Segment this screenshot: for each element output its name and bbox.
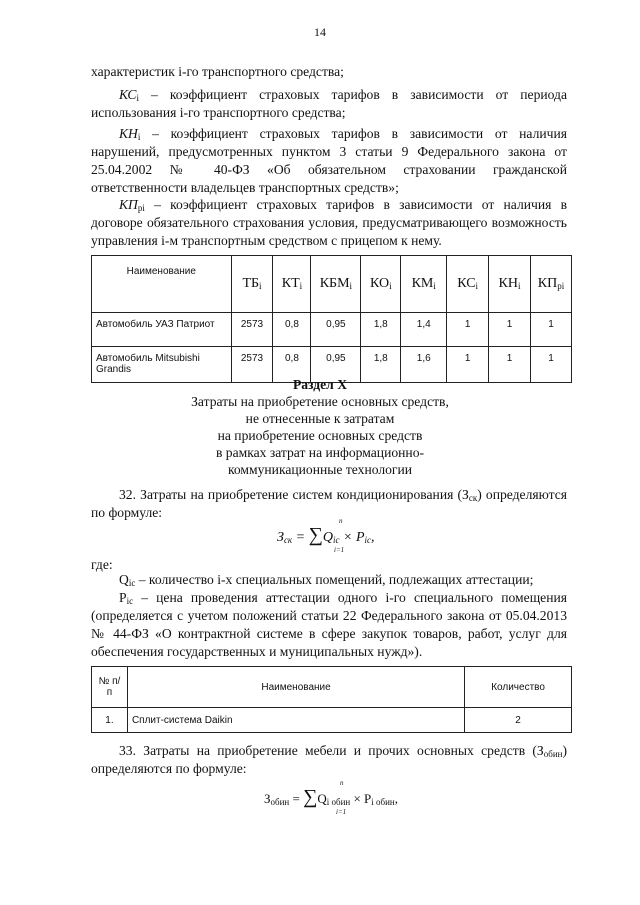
- column-header: [92, 256, 232, 313]
- section-subtitle-line: на приобретение основных средств: [217, 428, 423, 443]
- column-header: [489, 256, 531, 313]
- definition-kn-text: – коэффициент страховых тарифов в зависимости от наличия нарушений, предусмотренных пунктом 3 статьи 9 Федерального закона от 25.04.2002 № 40-ФЗ «Об обязательном страховании гражданской ответственности владельцев транспортных средств»;: [91, 126, 567, 195]
- page-number: 14: [314, 25, 326, 39]
- table-cell: Автомобиль УАЗ Патриот: [92, 313, 232, 347]
- item-33-text-start: 33. Затраты на приобретение мебели и прочих основных средств (З: [119, 743, 544, 758]
- formula-33: [264, 786, 398, 809]
- formula-equals: =: [289, 791, 304, 806]
- table-cell: 0,95: [311, 347, 361, 383]
- table-cell: 2: [465, 708, 572, 733]
- table-cell: 2573: [231, 313, 273, 347]
- column-header-sub: i: [475, 281, 479, 291]
- column-header: № п/п: [92, 667, 128, 708]
- column-header-label: ТБ: [242, 276, 260, 291]
- var-ks-sub: i: [136, 93, 139, 103]
- column-header-sub: i: [349, 281, 353, 291]
- sigma-lower-limit: i=1: [334, 546, 345, 554]
- formula-p-sub: i обин: [371, 797, 395, 807]
- formula-32: [277, 524, 375, 547]
- formula-lhs: З: [264, 791, 271, 806]
- item-33-sub: обин: [543, 749, 563, 759]
- column-header-sub: i: [299, 281, 303, 291]
- formula-q-sub: i обин: [326, 797, 351, 807]
- table-header-row: [92, 256, 572, 313]
- formula-q: Q: [317, 791, 327, 806]
- equipment-table: [91, 666, 572, 733]
- var-kn-sub: i: [137, 132, 141, 142]
- formula-end: ,: [371, 530, 375, 545]
- table-cell: 1: [489, 313, 531, 347]
- column-header: Наименование: [127, 667, 464, 708]
- column-header: [273, 256, 311, 313]
- sigma-symbol: ∑: [303, 786, 318, 808]
- table-cell: 0,8: [273, 347, 311, 383]
- var-kn: КН: [119, 126, 138, 141]
- var-q: Q: [119, 572, 129, 587]
- table-cell: 1: [447, 347, 489, 383]
- formula-times: ×: [350, 791, 365, 806]
- table-cell: 2573: [231, 347, 273, 383]
- column-header-label: КП: [537, 276, 558, 291]
- var-kp-sub: pi: [137, 203, 145, 213]
- var-q-sub: ic: [128, 578, 136, 588]
- item-33-text: [91, 742, 567, 778]
- table-row: [92, 708, 572, 733]
- definition-p: [91, 589, 567, 661]
- table-header-row: [92, 667, 572, 708]
- column-header-label: КМ: [411, 276, 434, 291]
- definition-ks-text: – коэффициент страховых тарифов в зависимости от периода использования i-го транспортного средства;: [91, 87, 567, 120]
- item-33-text-end: ) определяются по формуле:: [91, 743, 567, 776]
- item-32-text-start: 32. Затраты на приобретение систем кондиционирования (З: [119, 487, 469, 502]
- sigma-lower-limit: i=1: [336, 808, 347, 816]
- intro-line: характеристик i-го транспортного средства;: [91, 64, 344, 79]
- formula-lhs-sub: ск: [283, 535, 293, 545]
- where-label: где:: [91, 557, 113, 572]
- table-cell: 0,8: [273, 313, 311, 347]
- table-cell: 1: [530, 347, 571, 383]
- definition-ks: [91, 86, 567, 122]
- var-p: P: [119, 590, 127, 605]
- item-32-sub: ск: [468, 493, 478, 503]
- formula-p: P: [355, 530, 365, 545]
- definition-p-text: – цена проведения аттестации одного i-го специального помещения (определяется с учетом положений статьи 22 Федерального закона от 05.04.2013 № 44-ФЗ «О контрактной системе в сфере закупок товаров, работ, услуг для обеспечения государственных и муниципальных нужд»).: [91, 590, 567, 659]
- definition-kp: [91, 196, 567, 250]
- column-header: [231, 256, 273, 313]
- definition-kn: [91, 125, 567, 197]
- column-header: [311, 256, 361, 313]
- formula-lhs: З: [277, 530, 284, 545]
- table-cell: 1,8: [361, 313, 401, 347]
- formula-p: P: [364, 791, 372, 806]
- table-cell: 1: [530, 313, 571, 347]
- column-header-label: КТ: [281, 276, 300, 291]
- table-cell: Сплит-система Daikin: [127, 708, 464, 733]
- table-cell: Автомобиль Mitsubishi Grandis: [92, 347, 232, 383]
- column-header: [530, 256, 571, 313]
- var-ks: КС: [119, 87, 137, 102]
- column-header-label: КБМ: [319, 276, 350, 291]
- definition-q-text: – количество i-х специальных помещений, подлежащих аттестации;: [135, 572, 534, 587]
- section-subtitle-line: Затраты на приобретение основных средств,: [191, 394, 449, 409]
- column-header-sub: i: [433, 281, 436, 291]
- table-cell: 1: [447, 313, 489, 347]
- formula-q-sub: ic: [333, 535, 340, 545]
- sigma-upper-limit: n: [340, 779, 344, 787]
- column-header: [447, 256, 489, 313]
- item-32-text: [91, 486, 567, 522]
- var-kp: КП: [119, 197, 138, 212]
- column-header-label: Наименование: [126, 266, 196, 277]
- column-header-sub: pi: [557, 281, 565, 291]
- column-header: [401, 256, 447, 313]
- column-header-sub: i: [259, 281, 262, 291]
- formula-equals: =: [292, 530, 309, 545]
- table-cell: 1.: [92, 708, 128, 733]
- formula-p-sub: ic: [364, 535, 372, 545]
- section-subtitle-line: в рамках затрат на информационно-: [215, 445, 425, 460]
- column-header-label: КО: [369, 276, 390, 291]
- definition-kp-text: – коэффициент страховых тарифов в зависимости от наличия в договоре обязательного страхования условия, предусматривающего возможность управления i-м транспортным средством с прицепом к нему.: [91, 197, 567, 248]
- column-header-label: КН: [498, 276, 518, 291]
- column-header-sub: i: [518, 281, 521, 291]
- table-cell: 1,4: [401, 313, 447, 347]
- table-cell: 1,6: [401, 347, 447, 383]
- formula-q: Q: [322, 530, 333, 545]
- definition-q: [91, 571, 567, 589]
- sigma-upper-limit: n: [339, 517, 343, 525]
- section-title: Раздел X: [292, 377, 348, 392]
- sigma-symbol: ∑: [308, 524, 323, 546]
- section-subtitle-line: не отнесенные к затратам: [245, 411, 395, 426]
- formula-end: ,: [394, 791, 398, 806]
- column-header: [361, 256, 401, 313]
- formula-times: ×: [339, 530, 356, 545]
- table-cell: 1: [489, 347, 531, 383]
- column-header-label: КС: [457, 276, 476, 291]
- section-subtitle-line: коммуникационные технологии: [227, 462, 413, 477]
- table-cell: 0,95: [311, 313, 361, 347]
- column-header-sub: i: [389, 281, 392, 291]
- var-p-sub: ic: [126, 596, 134, 606]
- formula-lhs-sub: обин: [270, 797, 290, 807]
- column-header: Количество: [465, 667, 572, 708]
- item-32-text-end: ) определяются по формуле:: [91, 487, 567, 520]
- coefficients-table: [91, 255, 572, 383]
- table-cell: 1,8: [361, 347, 401, 383]
- table-row: [92, 313, 572, 347]
